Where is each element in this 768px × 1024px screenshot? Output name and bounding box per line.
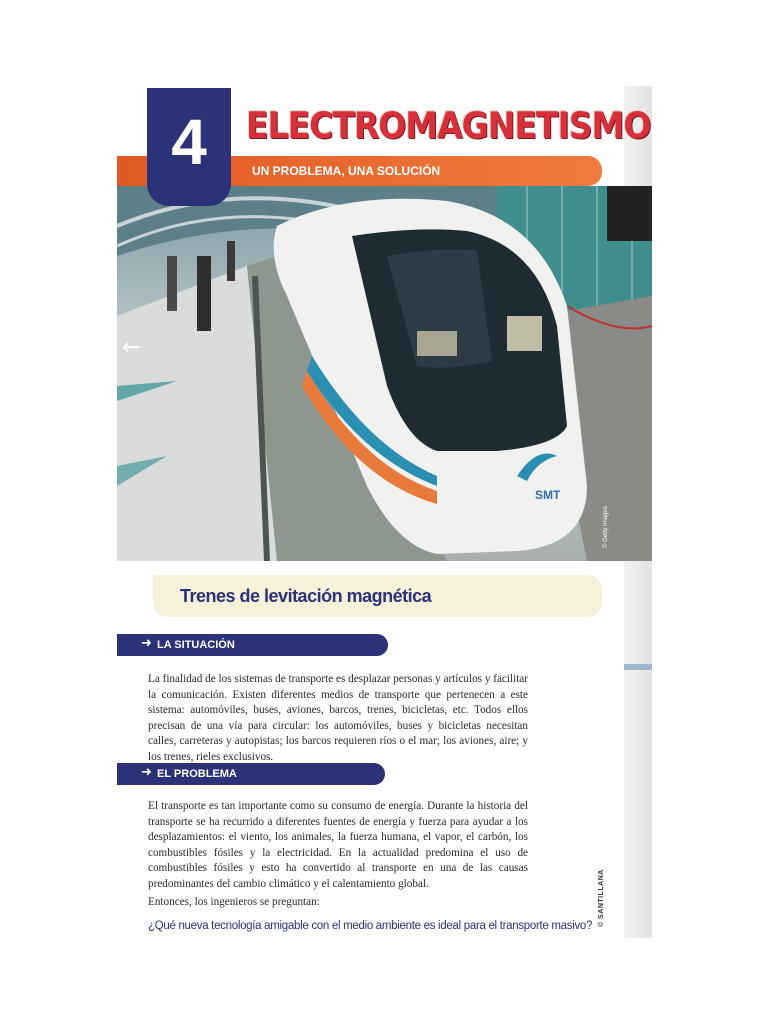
chapter-number-box [147,88,231,206]
problema-paragraph: El transporte es tan importante como su consumo de energía. Durante la historia del transporte se ha recurrido a diferentes fuentes de energía y fuerza para ayudar a los desplazamientos: el viento, los animales, la fuerza humana, el vapor, el carbón, los combustibles fósiles y la electricidad. En la actualidad predomina el uso de combustibles fósiles y esto ha convertido al transporte en una de las causas predominantes del cambio climático y el calentamiento global. [148,800,528,890]
section-heading-label: EL PROBLEMA [157,768,237,780]
section-heading-label: LA SITUACIÓN [157,639,235,651]
publisher-credit: © SANTILLANA [598,869,605,927]
train-logo-text: SMT [535,488,561,502]
arrow-right-icon: ➜ [141,636,152,651]
page-edge-tab [624,664,652,670]
situacion-paragraph: La finalidad de los sistemas de transporte es desplazar personas y artículos y facilitar la comunicación. Existen diferentes medios de transporte que pertenecen a este sistema: automóviles, buses, aviones, barcos, trenes, bicicletas, etc. Todos ellos precisan de una vía para circular: los automóviles, buses y bicicletas necesitan calles, carreteras y autopistas; los barcos requieren ríos o el mar; los aviones, aire; y los trenes, rieles exclusivos. [148,673,528,763]
topic-title-box [153,575,602,617]
topic-title: Trenes de levitación magnética [180,586,432,606]
section-heading-situacion [117,634,388,656]
maglev-train-photo [117,186,652,561]
train-illustration [117,186,652,561]
section-heading-problema [117,763,385,785]
chapter-number: 4 [171,106,207,178]
guiding-question: ¿Qué nueva tecnología amigable con el medio ambiente es ideal para el transporte masivo? [148,920,593,932]
arrow-right-icon: ➜ [141,765,152,780]
chapter-title: ELECTROMAGNETISMO [246,104,651,147]
problema-paragraph-2: Entonces, los ingenieros se preguntan: [148,896,320,908]
arrow-left-icon[interactable]: ← [122,335,141,360]
chapter-subtitle: UN PROBLEMA, UNA SOLUCIÓN [252,164,441,178]
photo-credit: © Getty Images [603,506,609,548]
